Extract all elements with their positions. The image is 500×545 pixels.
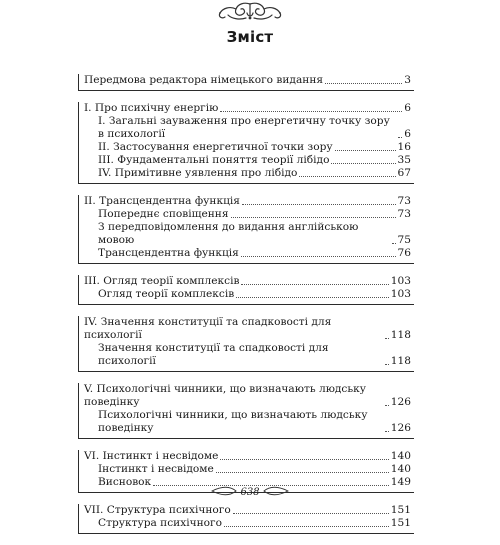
toc-chapter-entry — [84, 450, 411, 463]
toc-page-number: 103 — [390, 275, 411, 287]
toc-subentry — [84, 342, 411, 368]
toc-section — [78, 102, 414, 184]
dot-leader — [385, 431, 389, 432]
toc-subentry — [84, 141, 411, 154]
toc-subentry — [84, 167, 411, 180]
toc-section — [78, 504, 414, 534]
toc-page-number: 126 — [390, 422, 411, 434]
toc-page-number: 16 — [397, 141, 411, 153]
toc-entry-title: I. Загальні зауваження про енергетичну точку зору в психології — [98, 115, 390, 140]
toc-page-number: 118 — [390, 329, 411, 341]
dot-leader — [220, 459, 388, 460]
toc-page-number: 151 — [390, 504, 411, 516]
swash-divider-icon — [0, 484, 500, 498]
dot-leader — [335, 150, 396, 151]
toc-page-number: 67 — [397, 167, 411, 179]
toc-subentry — [84, 517, 411, 530]
floral-flourish-icon — [214, 0, 286, 22]
toc-entry-title: II. Трансцендентна функція — [84, 195, 240, 207]
toc-entry-title: IV. Значення конституції та спадковості для психології — [84, 316, 332, 341]
table-of-contents — [78, 74, 414, 545]
toc-chapter-entry — [84, 504, 411, 517]
toc-entry-title: З передповідомлення до видання англійською мовою — [98, 221, 359, 246]
toc-chapter-entry — [84, 74, 411, 87]
dot-leader — [233, 513, 389, 514]
toc-section — [78, 195, 414, 264]
toc-page-number: 76 — [397, 247, 411, 259]
dot-leader — [385, 405, 389, 406]
toc-entry-title: III. Огляд теорії комплексів — [84, 275, 240, 287]
toc-page-number: 73 — [397, 208, 411, 220]
toc-chapter-entry — [84, 275, 411, 288]
toc-page-number: 140 — [390, 450, 411, 462]
dot-leader — [242, 204, 396, 205]
toc-page-number: 73 — [397, 195, 411, 207]
dot-leader — [392, 243, 396, 244]
toc-section — [78, 316, 414, 372]
toc-page-number: 6 — [404, 128, 411, 140]
toc-entry-title: V. Психологічні чинники, що визначають людську поведінку — [84, 383, 366, 408]
toc-entry-title: I. Про психічну енергію — [84, 102, 219, 114]
dot-leader — [231, 217, 396, 218]
toc-page-number: 6 — [404, 102, 411, 114]
dot-leader — [236, 297, 389, 298]
dot-leader — [398, 137, 402, 138]
toc-entry-title: VI. Інстинкт і несвідоме — [84, 450, 219, 462]
dot-leader — [220, 111, 402, 112]
toc-entry-title: IV. Примітивне уявлення про лібідо — [98, 167, 298, 179]
toc-entry-title: Трансцендентна функція — [98, 247, 239, 259]
toc-page-number: 140 — [390, 463, 411, 475]
toc-subentry — [84, 247, 411, 260]
toc-subentry — [84, 115, 411, 141]
toc-subentry — [84, 288, 411, 301]
toc-chapter-entry — [84, 195, 411, 208]
toc-chapter-entry — [84, 316, 411, 342]
toc-entry-title: III. Фундаментальні поняття теорії лібідо — [98, 154, 330, 166]
toc-entry-title: Огляд теорії комплексів — [98, 288, 235, 300]
toc-subentry — [84, 221, 411, 247]
toc-page-number: 118 — [390, 355, 411, 367]
dot-leader — [331, 163, 395, 164]
toc-subentry — [84, 463, 411, 476]
toc-entry-title: Психологічні чинники, що визначають людську поведінку — [98, 409, 368, 434]
toc-page-number: 35 — [397, 154, 411, 166]
toc-entry-title: Структура психічного — [98, 517, 222, 529]
toc-entry-title: Попереднє сповіщення — [98, 208, 229, 220]
toc-section — [78, 275, 414, 305]
page-title: Зміст — [226, 28, 274, 46]
toc-entry-title: VII. Структура психічного — [84, 504, 231, 516]
dot-leader — [241, 284, 388, 285]
dot-leader — [241, 256, 396, 257]
toc-subentry — [84, 208, 411, 221]
toc-section — [78, 74, 414, 91]
toc-entry-title: Висновок — [98, 476, 152, 488]
dot-leader — [216, 472, 389, 473]
dot-leader — [325, 83, 402, 84]
dot-leader — [224, 526, 389, 527]
toc-page-number: 103 — [390, 288, 411, 300]
toc-page-number: 149 — [390, 476, 411, 488]
toc-subentry — [84, 154, 411, 167]
toc-page-number: 151 — [390, 517, 411, 529]
toc-entry-title: Значення конституції та спадковості для психології — [98, 342, 329, 367]
dot-leader — [299, 176, 395, 177]
toc-subentry — [84, 409, 411, 435]
toc-section — [78, 383, 414, 439]
toc-chapter-entry — [84, 383, 411, 409]
toc-entry-title: Передмова редактора німецького видання — [84, 74, 324, 86]
toc-entry-title: Інстинкт і несвідоме — [98, 463, 214, 475]
toc-page-number: 3 — [404, 74, 411, 86]
page-number: 638 — [240, 487, 260, 498]
toc-chapter-entry — [84, 102, 411, 115]
toc-page-number: 75 — [397, 234, 411, 246]
toc-page-number: 126 — [390, 396, 411, 408]
dot-leader — [385, 338, 389, 339]
toc-entry-title: II. Застосування енергетичної точки зору — [98, 141, 333, 153]
dot-leader — [385, 364, 389, 365]
